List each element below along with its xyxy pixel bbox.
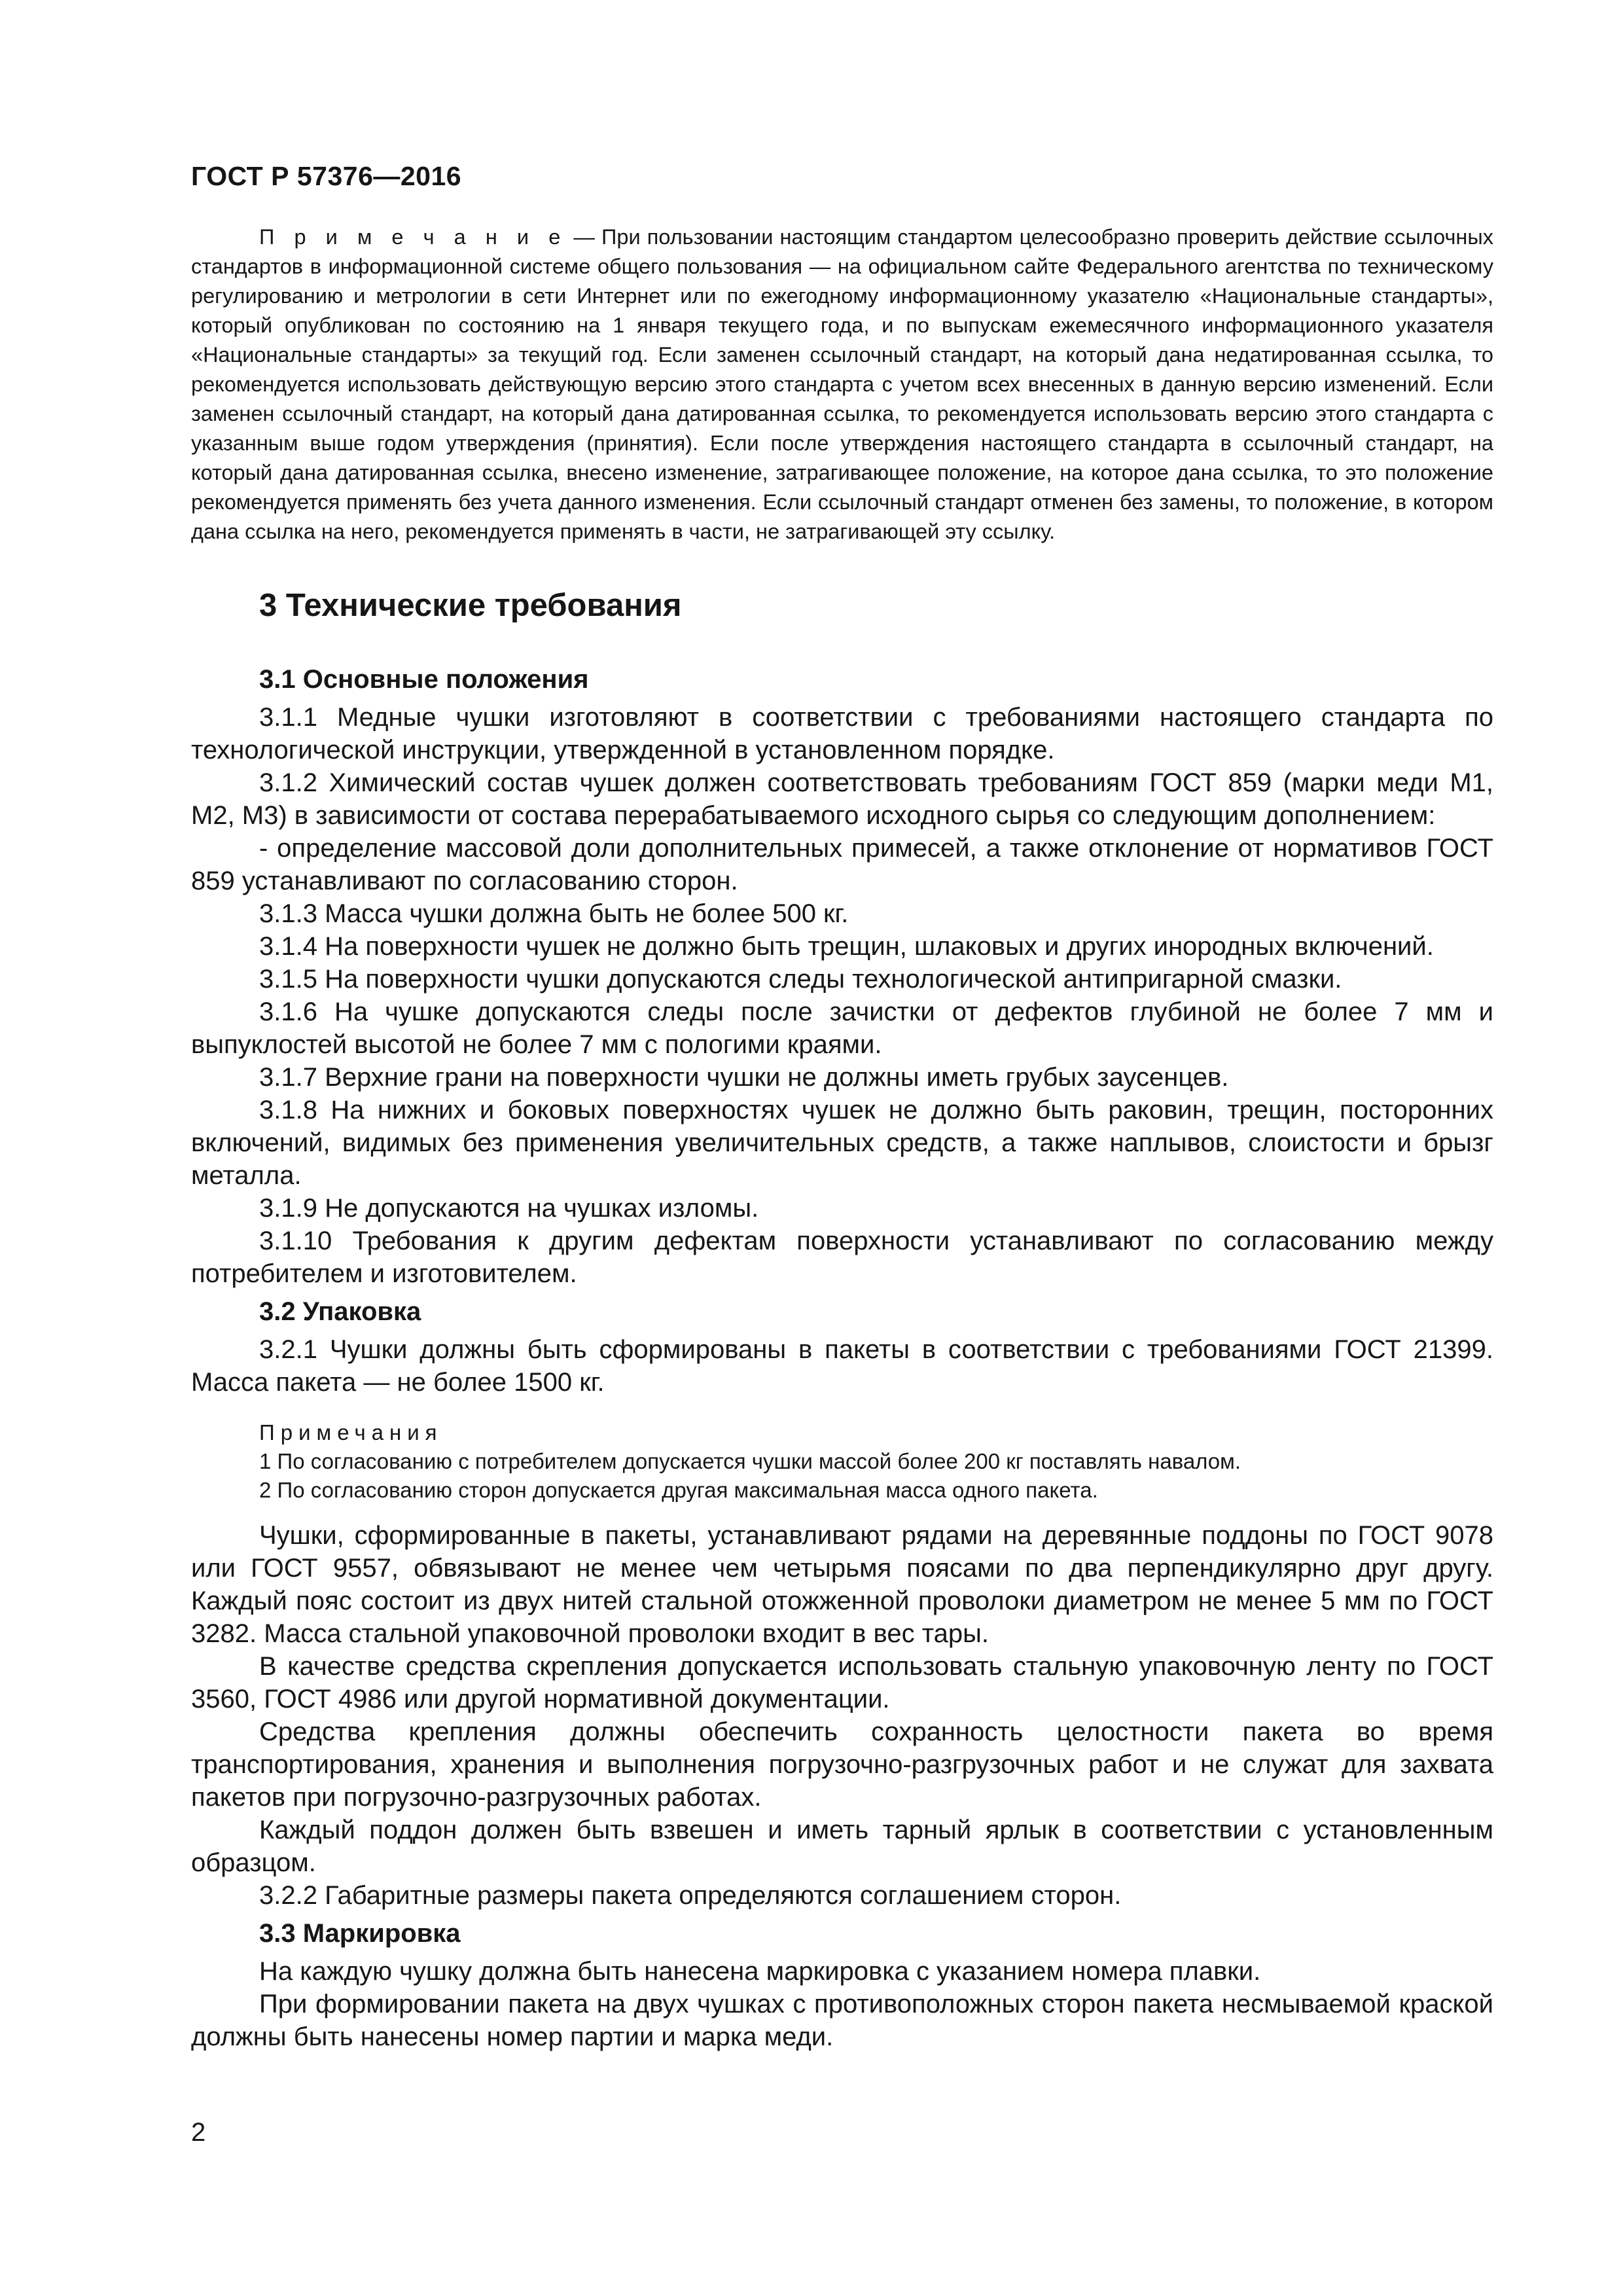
packing-paragraph-1: Чушки, сформированные в пакеты, устанавливают рядами на деревянные поддоны по ГОСТ 9078 или ГОСТ 9557, обвязывают не менее чем четырьмя поясами по два перпендикулярно друг другу. Каждый пояс состоит из двух нитей стальной отожженной проволоки диаметром не менее 5 мм по ГОСТ 3282. Масса стальной упаковочной проволоки входит в вес тары.	[191, 1521, 1493, 1648]
document-body	[191, 223, 1493, 2053]
clause-3-1-2: 3.1.2 Химический состав чушек должен соответствовать требованиям ГОСТ 859 (марки меди М1, М2, М3) в зависимости от состава перерабатываемого исходного сырья со следующим дополнением:	[191, 768, 1493, 830]
clause-3-1-9: 3.1.9 Не допускаются на чушках изломы.	[259, 1194, 759, 1223]
packing-paragraph-3: Средства крепления должны обеспечить сохранность целостности пакета во время транспортирования, хранения и выполнения погрузочно-разгрузочных работ и не служат для захвата пакетов при погрузочно-разгрузочных работах.	[191, 1717, 1493, 1812]
clause-3-1-1: 3.1.1 Медные чушки изготовляют в соответствии с требованиями настоящего стандарта по технологической инструкции, утвержденной в установленном порядке.	[191, 703, 1493, 764]
clause-3-1-8: 3.1.8 На нижних и боковых поверхностях чушек не должно быть раковин, трещин, посторонних включений, видимых без применения увеличительных средств, а также наплывов, слоистости и брызг металла.	[191, 1096, 1493, 1190]
clause-3-1-7: 3.1.7 Верхние грани на поверхности чушки не должны иметь грубых заусенцев.	[259, 1063, 1229, 1092]
clause-3-1-6: 3.1.6 На чушке допускаются следы после зачистки от дефектов глубиной не более 7 мм и выпуклостей высотой не более 7 мм с пологими краями.	[191, 997, 1493, 1059]
section-3-2-title: 3.2 Упаковка	[259, 1297, 421, 1326]
section-3-title: 3 Технические требования	[259, 588, 682, 623]
clause-3-1-10: 3.1.10 Требования к другим дефектам поверхности устанавливают по согласованию между потребителем и изготовителем.	[191, 1227, 1493, 1288]
marking-paragraph-2: При формировании пакета на двух чушках с противоположных сторон пакета несмываемой краской должны быть нанесены номер партии и марка меди.	[191, 1990, 1493, 2051]
page-number: 2	[191, 2118, 206, 2147]
reference-note	[191, 223, 1493, 547]
note-label: П р и м е ч а н и е	[259, 225, 567, 249]
clause-3-1-4: 3.1.4 На поверхности чушек не должно быть трещин, шлаковых и других инородных включений.	[259, 932, 1434, 961]
clause-3-1-2-addition: - определение массовой доли дополнительных примесей, а также отклонение от нормативов ГОСТ 859 устанавливают по согласованию сторон.	[191, 834, 1493, 895]
note-item-2: 2 По согласованию сторон допускается другая максимальная масса одного пакета.	[259, 1478, 1098, 1502]
clause-3-1-5: 3.1.5 На поверхности чушки допускаются следы технологической антипригарной смазки.	[259, 965, 1342, 994]
clause-3-1-3: 3.1.3 Масса чушки должна быть не более 500 кг.	[259, 899, 849, 928]
packing-paragraph-2: В качестве средства скрепления допускается использовать стальную упаковочную ленту по ГОСТ 3560, ГОСТ 4986 или другой нормативной документации.	[191, 1652, 1493, 1713]
section-3-1-title: 3.1 Основные положения	[259, 665, 589, 694]
packing-paragraph-4: Каждый поддон должен быть взвешен и иметь тарный ярлык в соответствии с установленным образцом.	[191, 1816, 1493, 1877]
document-header-id: ГОСТ Р 57376—2016	[191, 161, 462, 191]
notes-title: Примечания	[259, 1420, 443, 1444]
marking-paragraph-1: На каждую чушку должна быть нанесена маркировка с указанием номера плавки.	[259, 1957, 1261, 1986]
note-text: — При пользовании настоящим стандартом целесообразно проверить действие ссылочных стандартов в информационной системе общего пользования — на официальном сайте Федерального агентства по техническому регулированию и метрологии в сети Интернет или по ежегодному информационному указателю «Национальные стандарты», который опубликован по состоянию на 1 января текущего года, и по выпускам ежемесячного информационного указателя «Национальные стандарты» за текущий год. Если заменен ссылочный стандарт, на который дана недатированная ссылка, то рекомендуется использовать действующую версию этого стандарта с учетом всех внесенных в данную версию изменений. Если заменен ссылочный стандарт, на который дана датированная ссылка, то рекомендуется использовать версию этого стандарта с указанным выше годом утверждения (принятия). Если после утверждения настоящего стандарта в ссылочный стандарт, на который дана датированная ссылка, внесено изменение, затрагивающее положение, на которое дана ссылка, то это положение рекомендуется применять без учета данного изменения. Если ссылочный стандарт отменен без замены, то положение, в котором дана ссылка на него, рекомендуется применять в части, не затрагивающей эту ссылку.	[191, 225, 1493, 543]
section-3-3-title: 3.3 Маркировка	[259, 1919, 461, 1948]
clause-3-2-2: 3.2.2 Габаритные размеры пакета определяются соглашением сторон.	[259, 1881, 1122, 1910]
clause-3-2-1: 3.2.1 Чушки должны быть сформированы в пакеты в соответствии с требованиями ГОСТ 21399. Масса пакета — не более 1500 кг.	[191, 1335, 1493, 1397]
note-item-1: 1 По согласованию с потребителем допускается чушки массой более 200 кг поставлять навалом.	[259, 1449, 1241, 1473]
